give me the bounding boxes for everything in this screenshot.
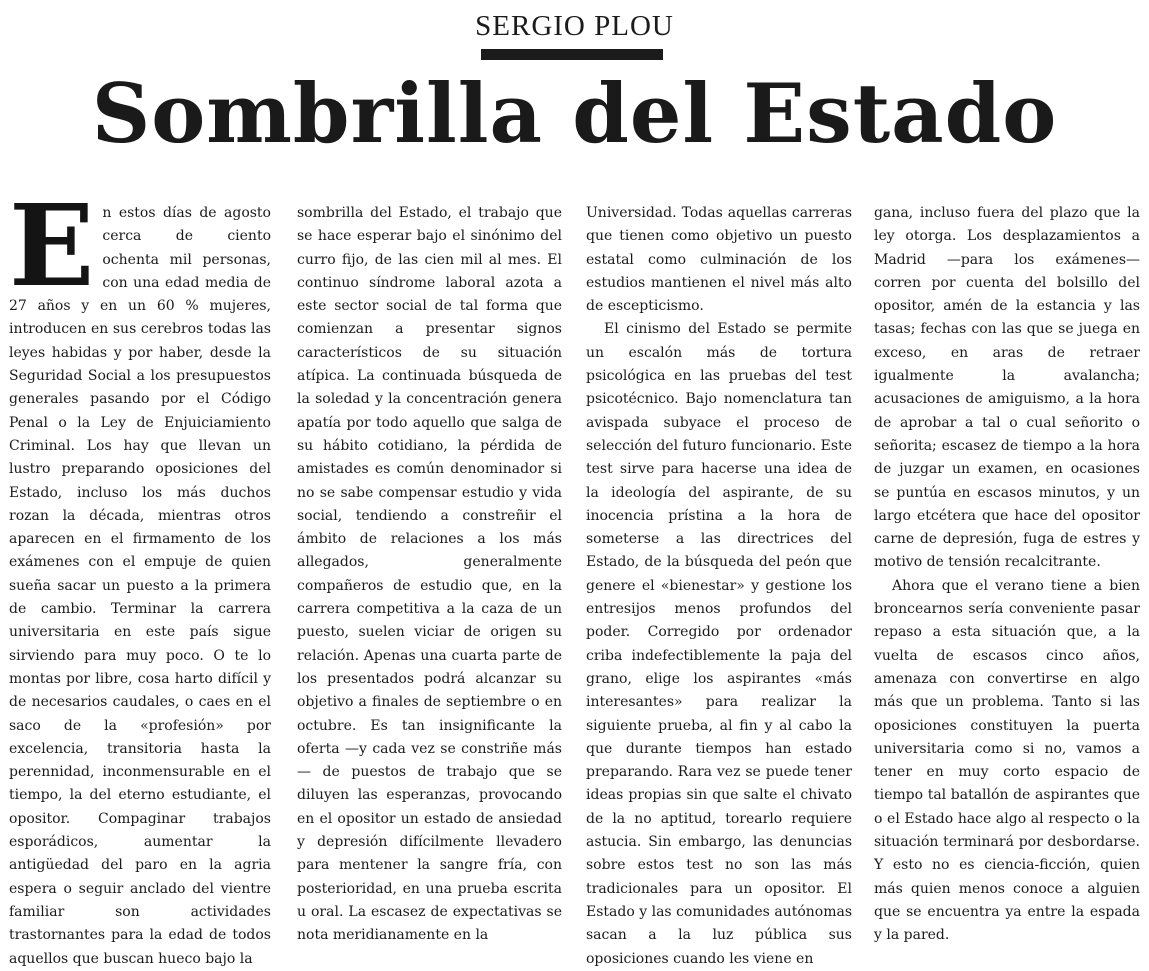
paragraph: sombrilla del Estado, el trabajo que se hace esperar bajo el sinónimo del curro fijo, de las cien mil al mes. El continuo síndrome laboral azota a este sector social de tal forma que comienzan a presentar signos característicos de su situación atípica. La continuada búsqueda de la soledad y la concentración genera apatía por todo aquello que salga de su hábito cotidiano, la pérdida de amistades es común denominador si no se sabe compensar estudio y vida social, tendiendo a constreñir el ámbito de relaciones a los más allegados, generalmente compañeros de estudio que, en la carrera competitiva a la caza de un puesto, suelen viciar de origen su relación. Apenas una cuarta parte de los presentados podrá alcanzar su objetivo a finales de septiembre o en octubre. Es tan insignificante la oferta —y cada vez se constriñe más— de puestos de trabajo que se diluyen las esperanzas, provocando en el opositor un estado de ansiedad y depresión difícilmente llevadero para mentener la sangre fría, con posterioridad, en una prueba escrita u oral. La escasez de expectativas se nota meridianamente en la bbox=[297, 205, 562, 944]
article-column-3 bbox=[586, 202, 852, 971]
article-headline: Sombrilla del Estado bbox=[91, 67, 1058, 162]
paragraph: n estos días de agosto cerca de ciento ochenta mil personas, con una edad media de 27 años y en un 60 % mujeres, introducen en sus cerebros todas las leyes habidas y por haber, desde la Seguridad Social a los presupuestos generales pasando por el Código Penal o la Ley de Enjuiciamiento Criminal. Los hay que llevan un lustro preparando oposiciones del Estado, incluso los más duchos rozan la década, mientras otros aparecen en el firmamento de los exámenes con el empuje de quien sueña sacar un puesto a la primera de cambio. Terminar la carrera universitaria en este país sigue sirviendo para muy poco. O te lo montas por libre, cosa harto difícil y de necesarios caudales, o caes en el saco de la «profesión» por excelencia, transitoria hasta la perennidad, inconmensurable en el tiempo, la del eterno estudiante, el opositor. Compaginar trabajos esporádicos, aumentar la antigüedad del paro en la agria espera o seguir anclado del vientre familiar son actividades trastornantes para la edad de todos aquellos que buscan hueco bajo la bbox=[9, 205, 271, 967]
byline-rule bbox=[481, 49, 663, 60]
paragraph: Universidad. Todas aquellas carreras que tienen como objetivo un puesto estatal como culminación de los estudios mantienen el nivel más alto de escepticismo. bbox=[586, 205, 852, 315]
article-column-4 bbox=[874, 202, 1140, 948]
author-byline: SERGIO PLOU bbox=[475, 10, 674, 42]
paragraph: Ahora que el verano tiene a bien broncearnos sería conveniente pasar repaso a esta situación que, a la vuelta de escasos cinco años, amenaza con convertirse en algo más que un problema. Tanto si las oposiciones constituyen la puerta universitaria como si no, vamos a tener en muy corto espacio de tiempo tal batallón de aspirantes que o el Estado hace algo al respecto o la situación terminará por desbordarse. Y esto no es ciencia-ficción, quien más quien menos conoce a alguien que se encuentra ya entre la espada y la pared. bbox=[874, 577, 1140, 944]
paragraph: El cinismo del Estado se permite un escalón más de tortura psicológica en las pruebas del test psicotécnico. Bajo nomenclatura tan avispada subyace el proceso de selección del futuro funcionario. Este test sirve para hacerse una idea de la ideología del aspirante, de su inocencia prístina a la hora de someterse a las directrices del Estado, de la búsqueda del peón que genere el «bienestar» y gestione los entresijos menos profundos del poder. Corregido por ordenador criba indefectiblemente la paja del grano, elige los aspirantes «más interesantes» para realizar la siguiente prueba, al fin y al cabo la que durante tiempos han estado preparando. Rara vez se puede tener ideas propias sin que salte el chivato de la no aptitud, torearlo requiere astucia. Sin embargo, las denuncias sobre estos test no son las más tradicionales para un opositor. El Estado y las comunidades autónomas sacan a la luz pública sus oposiciones cuando les viene en bbox=[586, 321, 852, 967]
article-column-2 bbox=[297, 202, 562, 948]
article-column-1 bbox=[9, 181, 271, 971]
drop-cap: E bbox=[9, 181, 95, 312]
paragraph: gana, incluso fuera del plazo que la ley otorga. Los desplazamientos a Madrid —para los exámenes— corren por cuenta del bolsillo del opositor, amén de la estancia y las tasas; fechas con las que se juega en exceso, en aras de retraer igualmente la avalancha; acusaciones de amiguismo, a la hora de aprobar a tal o cual señorito o señorita; escasez de tiempo a la hora de juzgar un examen, en ocasiones se puntúa en escasos minutos, y un largo etcétera que hace del opositor carne de depresión, fuga de estres y motivo de tensión recalcitrante. bbox=[874, 205, 1140, 571]
